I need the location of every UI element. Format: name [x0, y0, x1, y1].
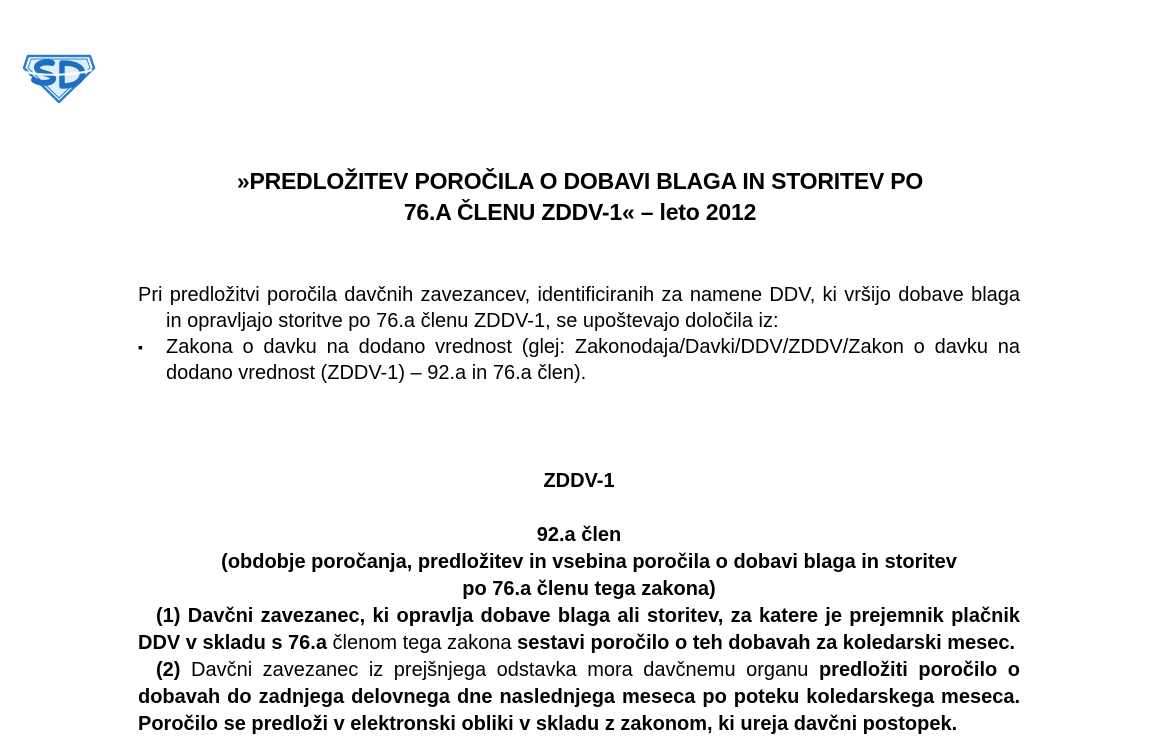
- intro-paragraph: Pri predložitvi poročila davčnih zavezancev, identificiranih za namene DDV, ki vršijo dobave blaga in opravljajo storitve po 76.a členu ZDDV-1, se upoštevajo določila iz:: [138, 284, 1020, 332]
- square-bullet-icon: ▪: [138, 339, 143, 355]
- article-title-line-2: po 76.a členu tega zakona): [462, 578, 716, 600]
- bullet-text: Zakona o davku na dodano vrednost (glej: Zakonodaja/Davki/DDV/ZDDV/Zakon o davku na dodano vrednost (ZDDV-1) – 92.a in 76.a člen).: [166, 336, 1020, 384]
- article-title-line-1: (obdobje poročanja, predložitev in vsebina poročila o dobavi blaga in storitev: [221, 551, 957, 573]
- intro-section: [138, 282, 1020, 386]
- paragraph-2-number: (2): [156, 659, 181, 681]
- title-line-1: »PREDLOŽITEV POROČILA O DOBAVI BLAGA IN STORITEV PO: [236, 168, 924, 194]
- paragraph-2-text-a: Davčni zavezanec iz prejšnjega odstavka mora davčnemu organu: [191, 659, 809, 681]
- document-title: [100, 166, 1060, 228]
- list-item: [138, 334, 1020, 386]
- law-section: [138, 468, 1020, 738]
- paragraph-1-text-c: sestavi poročilo o teh dobavah za koledarski mesec.: [517, 632, 1016, 654]
- paragraph-1-text-a: Davčni zavezanec, ki opravlja dobave blaga ali storitev, za katere je prejemnik plačnik DDV v skladu s 76.a: [138, 605, 1021, 654]
- sd-diamond-logo-icon: [22, 50, 96, 104]
- paragraph-1: [138, 603, 1020, 657]
- paragraph-1-text-b: členom tega zakona: [332, 632, 512, 654]
- title-line-2: 76.A ČLENU ZDDV-1« – leto 2012: [403, 199, 757, 225]
- paragraph-2-text-b: predložiti poročilo o dobavah do zadnjega delovnega dne naslednjega meseca po poteku koledarskega meseca. Poročilo se predloži v elektronski obliki v skladu z zakonom, ki ureja davčni postopek.: [138, 659, 1020, 735]
- article-number: 92.a člen: [536, 524, 622, 546]
- law-heading: ZDDV-1: [543, 470, 615, 492]
- paragraph-2: [138, 657, 1020, 738]
- paragraph-1-number: (1): [156, 605, 181, 627]
